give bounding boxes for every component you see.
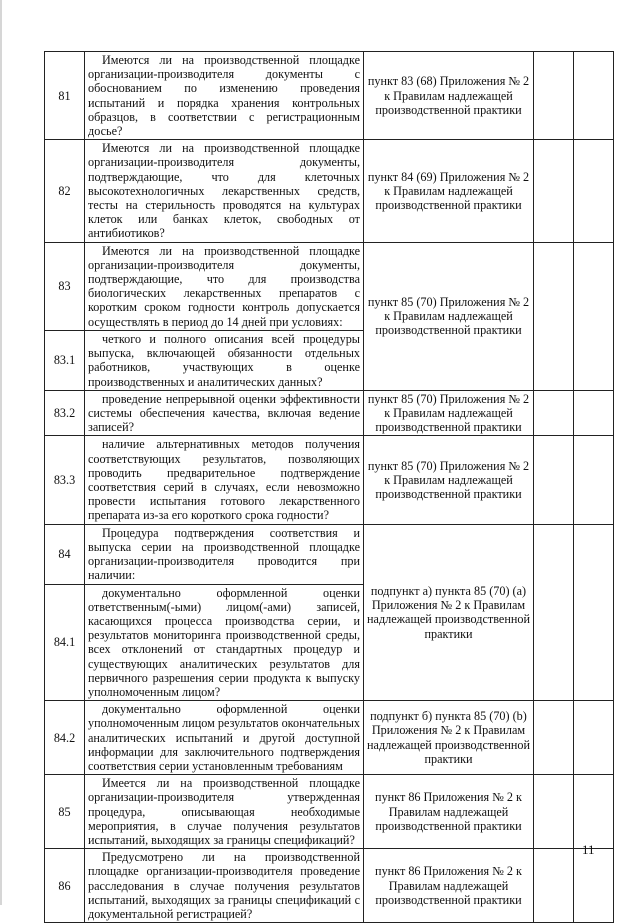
comment-cell[interactable] [574, 436, 614, 524]
question-text: Имеется ли на производственной площадке организации-производителя утвержденная процедура, описывающая необходимые мероприятия, в случае получения результатов испытаний, выходящих за границы спецификаций? [85, 775, 364, 849]
table-row [45, 242, 614, 330]
comment-cell[interactable] [574, 242, 614, 390]
reference-text: пункт 86 Приложения № 2 к Правилам надлежащей производственной практики [364, 775, 534, 849]
table-row [45, 140, 614, 242]
question-text: Имеются ли на производственной площадке организации-производителя документы, подтверждающие, что для клеточных высокотехнологичных лекарственных средств, тесты на стерильность проводятся на культурах клеток или банках клеток, свободных от антибиотиков? [85, 140, 364, 242]
question-text: Предусмотрено ли на производственной площадке организации-производителя проведение расследования в случае получения результатов испытаний, выходящих за границы спецификаций с документальной регистрацией? [85, 849, 364, 923]
table-row [45, 701, 614, 775]
table-row [45, 775, 614, 849]
question-text: Имеются ли на производственной площадке организации-производителя документы с обоснованием по изменению проведения испытаний и порядка хранения контрольных образцов, в соответствии с регистрационным досье? [85, 52, 364, 140]
question-text: четкого и полного описания всей процедуры выпуска, включающей обязанности отдельных работников, участвующих в оценке производственных и аналитических данных? [85, 330, 364, 390]
row-number: 85 [45, 775, 85, 849]
question-text: проведение непрерывной оценки эффективности системы обеспечения качества, включая ведение записей? [85, 390, 364, 436]
row-number: 83.1 [45, 330, 85, 390]
comment-cell[interactable] [574, 390, 614, 436]
comment-cell[interactable] [574, 849, 614, 923]
reference-text: пункт 83 (68) Приложения № 2 к Правилам надлежащей производственной практики [364, 52, 534, 140]
reference-text: подпункт а) пункта 85 (70) (а) Приложения № 2 к Правилам надлежащей производственной практики [364, 524, 534, 700]
answer-cell[interactable] [534, 140, 574, 242]
reference-text: пункт 86 Приложения № 2 к Правилам надлежащей производственной практики [364, 849, 534, 923]
comment-cell[interactable] [574, 52, 614, 140]
answer-cell[interactable] [534, 52, 574, 140]
question-text: Имеются ли на производственной площадке организации-производителя документы, подтверждающие, что для производства биологических лекарственных препаратов с коротким сроком годности контроль допускается осуществлять в период до 14 дней при условиях: [85, 242, 364, 330]
answer-cell[interactable] [534, 524, 574, 700]
question-text: Процедура подтверждения соответствия и выпуска серии на производственной площадке организации-производителя проводится при наличии: [85, 524, 364, 584]
page-number: 11 [582, 842, 595, 857]
comment-cell[interactable] [574, 140, 614, 242]
comment-cell[interactable] [574, 775, 614, 849]
row-number: 82 [45, 140, 85, 242]
table-row [45, 390, 614, 436]
reference-text: пункт 85 (70) Приложения № 2 к Правилам надлежащей производственной практики [364, 436, 534, 524]
answer-cell[interactable] [534, 390, 574, 436]
comment-cell[interactable] [574, 524, 614, 700]
question-text: наличие альтернативных методов получения соответствующих результатов, позволяющих проводить предварительное подтверждение соответствия серий в случаях, если невозможно провести испытания готового лекарственного препарата из-за его короткого срока годности? [85, 436, 364, 524]
table-row [45, 849, 614, 923]
answer-cell[interactable] [534, 242, 574, 390]
comment-cell[interactable] [574, 701, 614, 775]
row-number: 81 [45, 52, 85, 140]
reference-text: пункт 84 (69) Приложения № 2 к Правилам надлежащей производственной практики [364, 140, 534, 242]
page-edge [0, 0, 2, 905]
question-text: документально оформленной оценки уполномоченным лицом результатов окончательных аналитических испытаний и другой доступной информации для заключительного подтверждения соответствия серии установленным требованиям [85, 701, 364, 775]
reference-text: пункт 85 (70) Приложения № 2 к Правилам надлежащей производственной практики [364, 390, 534, 436]
row-number: 86 [45, 849, 85, 923]
reference-text: пункт 85 (70) Приложения № 2 к Правилам надлежащей производственной практики [364, 242, 534, 390]
answer-cell[interactable] [534, 436, 574, 524]
row-number: 84 [45, 524, 85, 584]
reference-text: подпункт б) пункта 85 (70) (b) Приложения № 2 к Правилам надлежащей производственной практики [364, 701, 534, 775]
question-text: документально оформленной оценки ответственным(-ыми) лицом(-ами) записей, касающихся процесса производства серии, и результатов мониторинга производственной среды, всех отклонений от стандартных процедур и существующих аналитических результатов для первичного разрешения серии продукта к выпуску уполномоченным лицом? [85, 584, 364, 701]
answer-cell[interactable] [534, 775, 574, 849]
checklist-table [44, 51, 614, 923]
row-number: 83.2 [45, 390, 85, 436]
answer-cell[interactable] [534, 701, 574, 775]
table-row [45, 524, 614, 584]
table-row [45, 52, 614, 140]
row-number: 83 [45, 242, 85, 330]
row-number: 83.3 [45, 436, 85, 524]
table-row [45, 436, 614, 524]
answer-cell[interactable] [534, 849, 574, 923]
row-number: 84.2 [45, 701, 85, 775]
row-number: 84.1 [45, 584, 85, 701]
